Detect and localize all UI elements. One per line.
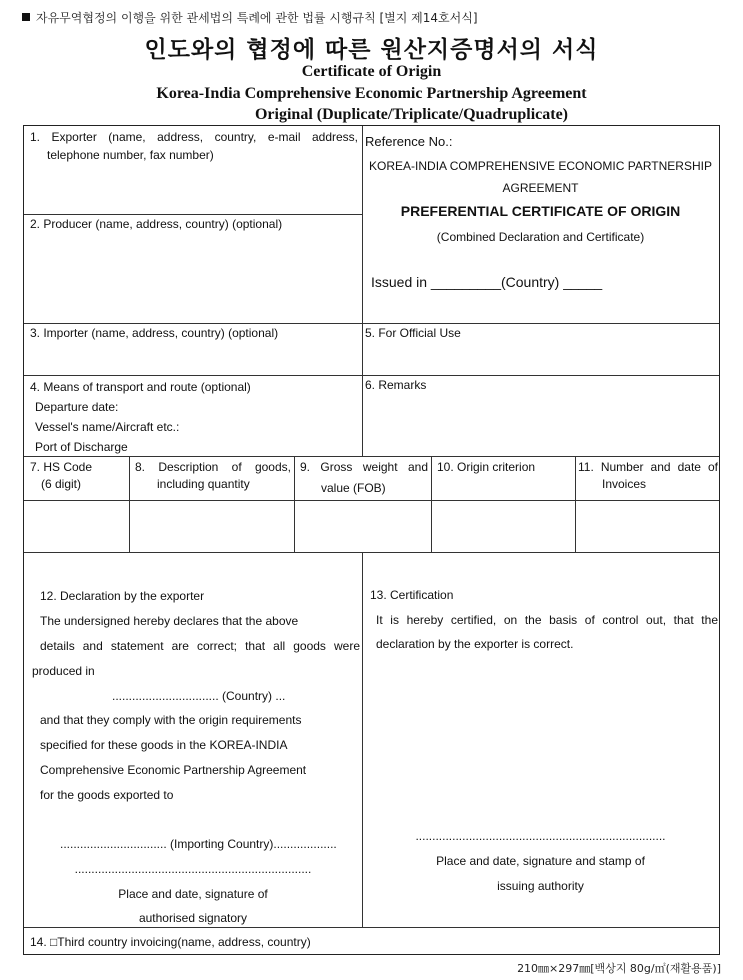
declaration-line-6: specified for these goods in the KOREA-INDIA bbox=[40, 738, 288, 752]
issuing-authority-label: issuing authority bbox=[497, 879, 584, 893]
korean-title: 인도와의 협정에 따른 원산지증명서의 서식 bbox=[144, 37, 599, 63]
copy-type: Original (Duplicate/Triplicate/Quadruplicate) bbox=[254, 106, 568, 123]
declaration-line-8: for the goods exported to bbox=[40, 788, 174, 802]
issued-in-line: Issued in _________(Country) _____ bbox=[371, 274, 603, 290]
gross-weight-label-cont: value (FOB) bbox=[321, 481, 386, 495]
hs-code-label-cont: (6 digit) bbox=[41, 477, 82, 491]
top-note bbox=[22, 9, 478, 26]
reference-number-label: Reference No.: bbox=[365, 134, 453, 149]
declaration-line-7: Comprehensive Economic Partnership Agreement bbox=[40, 763, 307, 777]
divider-col-invoices bbox=[575, 456, 576, 552]
divider-col-origin bbox=[431, 456, 432, 552]
certification-line-1: It is hereby certified, on the basis of control out, that the bbox=[376, 613, 718, 627]
invoices-label: 11. Number and date of bbox=[578, 460, 718, 474]
divider-col-weight bbox=[294, 456, 295, 552]
certification-title: 13. Certification bbox=[370, 588, 454, 602]
declaration-line-5: and that they comply with the origin requirements bbox=[40, 713, 302, 727]
divider-declaration bbox=[24, 552, 719, 553]
transport-label: 4. Means of transport and route (optional) bbox=[30, 380, 251, 394]
departure-date-label: Departure date: bbox=[35, 400, 119, 414]
description-label-cont: including quantity bbox=[157, 477, 250, 491]
invoices-label-cont: Invoices bbox=[602, 477, 647, 491]
hs-code-label: 7. HS Code bbox=[30, 460, 93, 474]
third-country-invoicing-label: 14. □Third country invoicing(name, address, country) bbox=[30, 935, 311, 949]
remarks-label: 6. Remarks bbox=[365, 378, 427, 392]
declaration-signature-label: Place and date, signature of bbox=[118, 887, 268, 901]
certification-line-2: declaration by the exporter is correct. bbox=[376, 637, 574, 651]
agreement-title: Korea-India Comprehensive Economic Partnership Agreement bbox=[156, 85, 587, 102]
reference-agreement-line1: KOREA-INDIA COMPREHENSIVE ECONOMIC PARTNERSHIP bbox=[369, 159, 712, 173]
reference-agreement-line2: AGREEMENT bbox=[502, 181, 579, 195]
origin-criterion-label: 10. Origin criterion bbox=[437, 460, 536, 474]
importer-label: 3. Importer (name, address, country) (optional) bbox=[30, 326, 279, 340]
importing-country-line: ................................ (Importing Country)................... bbox=[60, 837, 337, 851]
certificate-title: PREFERENTIAL CERTIFICATE OF ORIGIN bbox=[400, 203, 681, 219]
certification-signature-dots: ........................................................................... bbox=[415, 829, 666, 843]
declaration-line-2: details and statement are correct; that all goods were bbox=[40, 639, 360, 653]
authorised-signatory-label: authorised signatory bbox=[138, 911, 248, 925]
vessel-name-label: Vessel's name/Aircraft etc.: bbox=[35, 420, 180, 434]
top-note-text: 자유무역협정의 이행을 위한 관세법의 특례에 관한 법률 시행규칙 [별지 제14호서식] bbox=[36, 11, 478, 25]
square-bullet-icon bbox=[22, 13, 30, 21]
certificate-subtitle: (Combined Declaration and Certificate) bbox=[436, 230, 645, 244]
official-use-label: 5. For Official Use bbox=[365, 326, 461, 340]
exporter-label: 1. Exporter (name, address, country, e-mail address, bbox=[30, 130, 358, 144]
gross-weight-label: 9. Gross weight and bbox=[300, 460, 428, 474]
declaration-title: 12. Declaration by the exporter bbox=[40, 589, 205, 603]
paper-spec-note: 210㎜×297㎜[백상지 80g/㎡(재활용품)] bbox=[517, 962, 721, 975]
divider-col-description bbox=[129, 456, 130, 552]
declaration-signature-dots: ....................................................................... bbox=[74, 862, 312, 876]
producer-label: 2. Producer (name, address, country) (optional) bbox=[30, 217, 283, 231]
certification-signature-label: Place and date, signature and stamp of bbox=[436, 854, 645, 868]
form-frame bbox=[23, 125, 720, 955]
port-of-discharge-label: Port of Discharge bbox=[35, 440, 128, 454]
exporter-label-cont: telephone number, fax number) bbox=[47, 148, 214, 162]
declaration-line-3: produced in bbox=[32, 664, 95, 678]
english-title: Certificate of Origin bbox=[301, 63, 442, 80]
description-label: 8. Description of goods, bbox=[135, 460, 291, 474]
declaration-country-line: ................................ (Country) ... bbox=[112, 689, 286, 703]
declaration-line-1: The undersigned hereby declares that the above bbox=[40, 614, 299, 628]
